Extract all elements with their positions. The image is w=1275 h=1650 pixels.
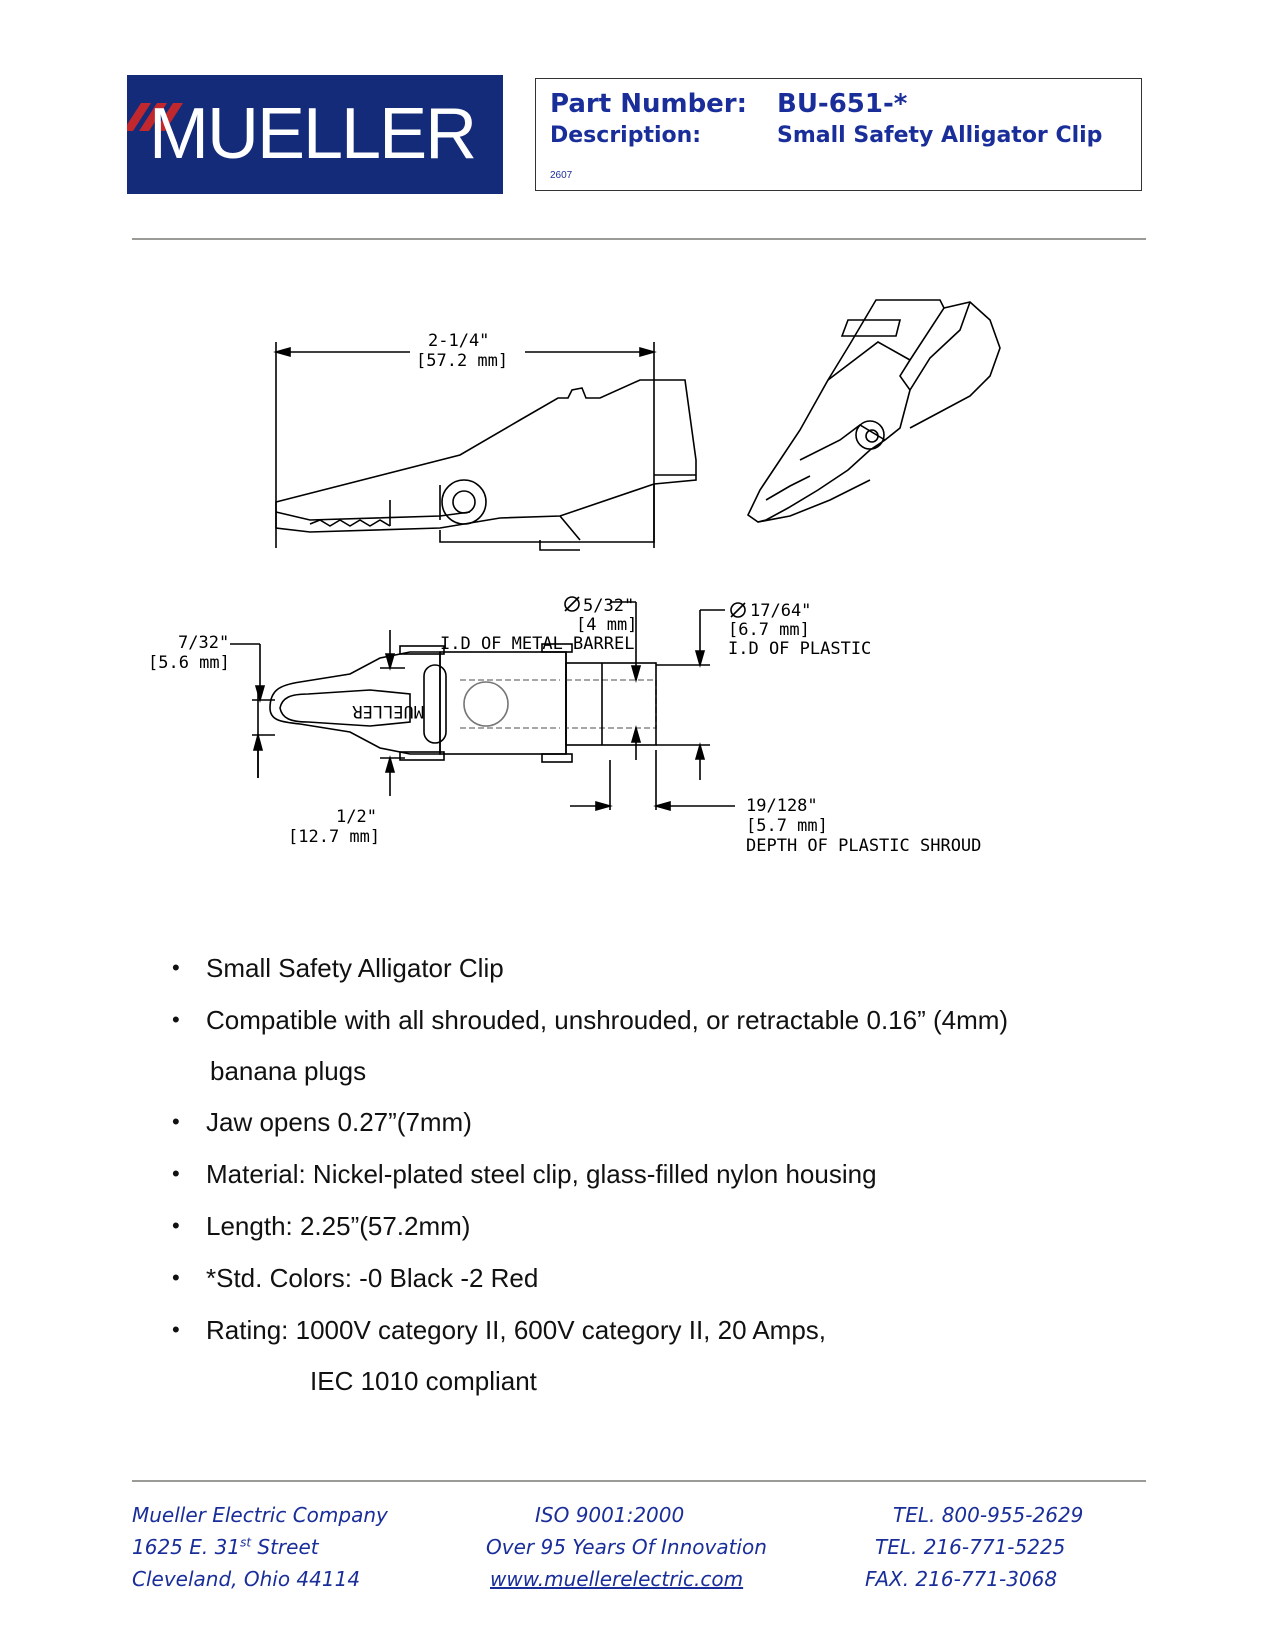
feature-text: Length: 2.25”(57.2mm)	[206, 1211, 471, 1241]
shroud-mm-label: [5.7 mm]	[746, 816, 828, 836]
tip-mm-label: [5.6 mm]	[148, 653, 230, 673]
plastic-dia-in-label: 17/64"	[750, 601, 812, 621]
barrel-note-label: I.D OF METAL BARREL	[440, 634, 635, 654]
document-code: 2607	[550, 170, 573, 181]
feature-text: Material: Nickel-plated steel clip, glass-filled nylon housing	[206, 1159, 877, 1189]
feature-text: Small Safety Alligator Clip	[206, 953, 504, 983]
width-in-label: 1/2"	[336, 807, 377, 827]
footer-website-link[interactable]: www.muellerelectric.com	[490, 1567, 744, 1591]
footer-fax: FAX. 216-771-3068	[865, 1567, 1058, 1591]
part-number-value: BU-651-*	[777, 89, 908, 119]
feature-continuation: IEC 1010 compliant	[310, 1366, 537, 1396]
plastic-dia-mm-label: [6.7 mm]	[728, 620, 810, 640]
list-item	[160, 942, 1160, 994]
barrel-dia-in-label: 5/32"	[583, 596, 635, 616]
list-item	[160, 1200, 1160, 1252]
part-info-box	[535, 78, 1142, 191]
list-item	[160, 1252, 1160, 1304]
list-item	[160, 1304, 1160, 1406]
list-item	[160, 1148, 1160, 1200]
header-divider	[132, 238, 1146, 240]
feature-text: Compatible with all shrouded, unshrouded, or retractable 0.16” (4mm)	[206, 1005, 1009, 1035]
dimension-labels	[140, 280, 1150, 910]
barrel-dia-mm-label: [4 mm]	[576, 615, 638, 635]
footer-tel2: TEL. 216-771-5225	[875, 1535, 1066, 1559]
technical-drawings	[140, 280, 1150, 910]
footer-company: Mueller Electric Company	[132, 1503, 388, 1527]
part-number-label: Part Number:	[550, 89, 748, 119]
list-item	[160, 1096, 1160, 1148]
footer-slogan: Over 95 Years Of Innovation	[486, 1535, 767, 1559]
list-item	[160, 994, 1160, 1096]
footer-city: Cleveland, Ohio 44114	[132, 1567, 361, 1591]
description-value: Small Safety Alligator Clip	[777, 123, 1103, 148]
footer-street: 1625 E. 31st Street	[132, 1535, 319, 1559]
shroud-note-label: DEPTH OF PLASTIC SHROUD	[746, 836, 982, 856]
width-mm-label: [12.7 mm]	[288, 827, 381, 847]
length-mm-label: [57.2 mm]	[416, 351, 509, 371]
plastic-note-label: I.D OF PLASTIC	[728, 639, 872, 659]
mueller-logo	[127, 75, 503, 194]
description-label: Description:	[550, 123, 702, 148]
engraving-text: MUELLER	[352, 701, 424, 721]
footer-tel1: TEL. 800-955-2629	[893, 1503, 1084, 1527]
tip-in-label: 7/32"	[178, 633, 230, 653]
logo-text: MUELLER	[149, 94, 476, 174]
features-list	[160, 942, 1160, 1406]
feature-text: Rating: 1000V category II, 600V category II, 20 Amps,	[206, 1315, 827, 1345]
feature-text: Jaw opens 0.27”(7mm)	[206, 1107, 472, 1137]
feature-continuation: banana plugs	[210, 1056, 367, 1086]
footer-divider	[132, 1480, 1146, 1482]
shroud-in-label: 19/128"	[746, 796, 818, 816]
footer-iso: ISO 9001:2000	[535, 1503, 685, 1527]
feature-text: *Std. Colors: -0 Black -2 Red	[206, 1263, 539, 1293]
length-in-label: 2-1/4"	[428, 331, 490, 351]
